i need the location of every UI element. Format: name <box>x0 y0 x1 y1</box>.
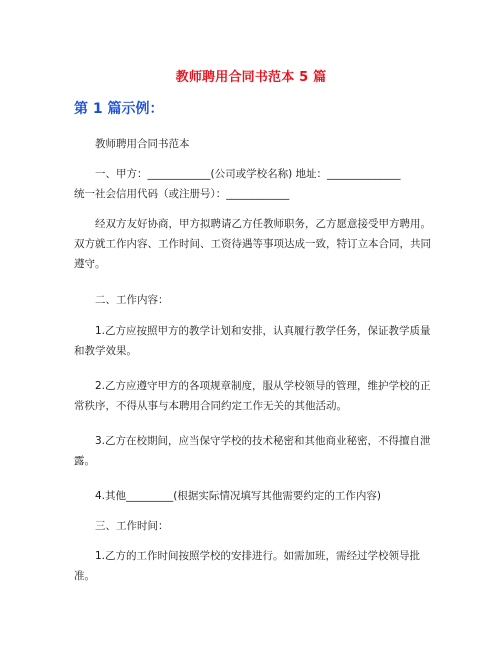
party-a-line: 一、甲方：____________(公司或学校名称) 地址：______________ <box>95 168 401 180</box>
work-item-4: 4.其他_________(根据实际情况填写其他需要约定的工作内容) <box>95 490 381 502</box>
work-time-heading: 三、工作时间： <box>95 520 169 532</box>
work-content-heading: 二、工作内容： <box>95 294 169 306</box>
intro-paragraph: 经双方友好协商，甲方拟聘请乙方任教师职务，乙方愿意接受甲方聘用。双方就工作内容、工作时间、工资待遇等事项达成一致，特订立本合同，共同遵守。 <box>74 218 431 270</box>
section-heading: 第 1 篇示例： <box>74 101 164 117</box>
work-item-1: 1.乙方应按照甲方的教学计划和安排，认真履行教学任务，保证教学质量和教学效果。 <box>74 325 431 357</box>
work-item-3: 3.乙方在校期间，应当保守学校的技术秘密和其他商业秘密，不得擅自泄露。 <box>74 435 431 467</box>
time-item-1: 1.乙方的工作时间按照学校的安排进行。如需加班，需经过学校领导批准。 <box>74 550 421 582</box>
contract-subtitle: 教师聘用合同书范本 <box>95 138 190 150</box>
work-item-2: 2.乙方应遵守甲方的各项规章制度，服从学校领导的管理，维护学校的正常秩序，不得从事与本聘用合同约定工作无关的其他活动。 <box>74 380 431 412</box>
credit-code-line: 统一社会信用代码（或注册号）：____________ <box>74 188 290 200</box>
document-title: 教师聘用合同书范本 5 篇 <box>175 70 327 85</box>
